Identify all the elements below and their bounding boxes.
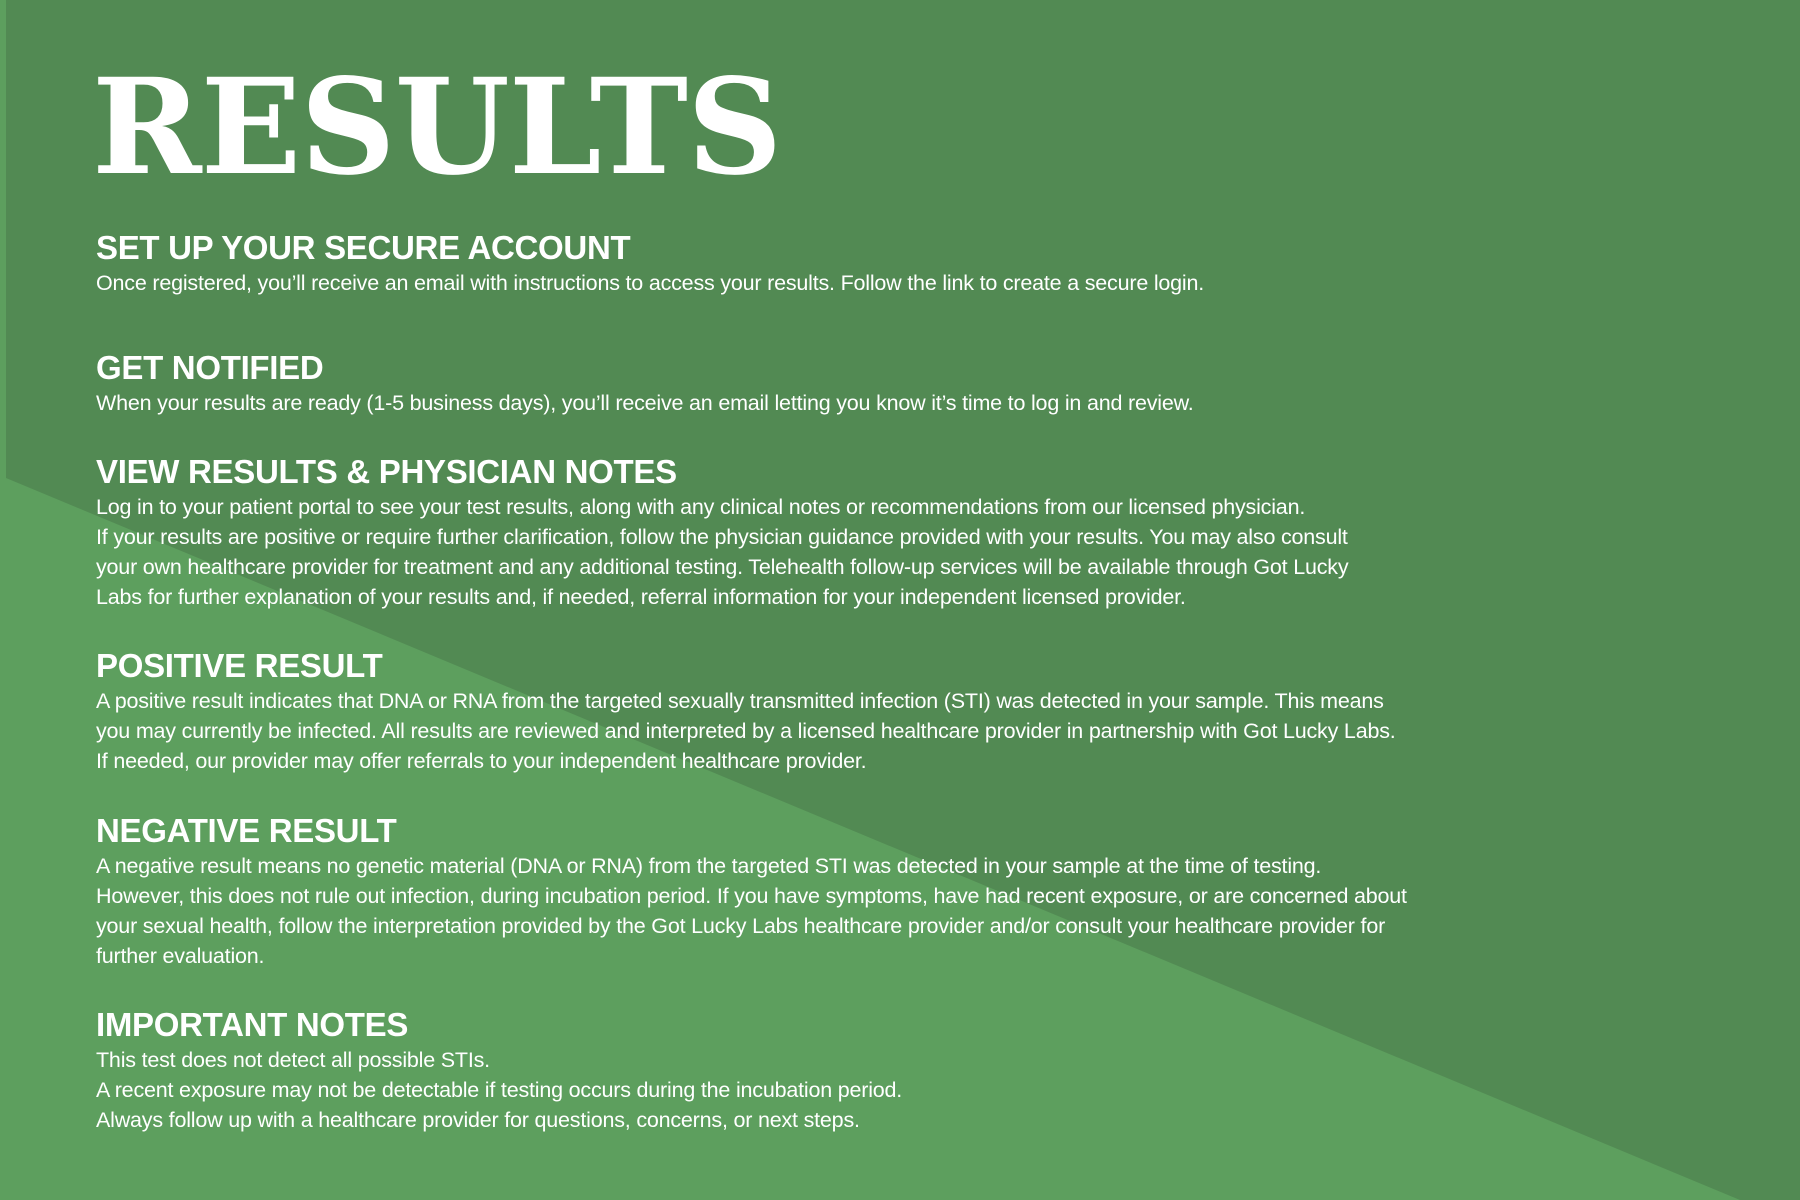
section-text-line: Always follow up with a healthcare provider for questions, concerns, or next steps. xyxy=(96,1108,860,1132)
section-heading: POSITIVE RESULT xyxy=(96,647,383,684)
section-text-line: your sexual health, follow the interpretation provided by the Got Lucky Labs healthcare provider and/or consult your healthcare provider for xyxy=(96,914,1386,938)
section-positive-result xyxy=(96,646,1576,776)
section-heading: GET NOTIFIED xyxy=(96,349,324,386)
section-text-line: you may currently be infected. All results are reviewed and interpreted by a licensed healthcare provider in partnership with Got Lucky Labs. xyxy=(96,719,1396,743)
section-text-line: further evaluation. xyxy=(96,944,265,968)
section-text-line: A negative result means no genetic material (DNA or RNA) from the targeted STI was detected in your sample at the time of testing. xyxy=(96,854,1322,878)
section-heading: SET UP YOUR SECURE ACCOUNT xyxy=(96,229,631,266)
section-text-line: your own healthcare provider for treatment and any additional testing. Telehealth follow-up services will be available through Got Lucky xyxy=(96,555,1349,579)
section-text-line: Once registered, you’ll receive an email with instructions to access your results. Follow the link to create a secure login. xyxy=(96,271,1205,295)
section-text-line: If needed, our provider may offer referrals to your independent healthcare provider. xyxy=(96,749,867,773)
section-heading: IMPORTANT NOTES xyxy=(96,1006,409,1043)
section-text-line: If your results are positive or require further clarification, follow the physician guidance provided with your results. You may also consult xyxy=(96,525,1348,549)
section-text-line: A recent exposure may not be detectable if testing occurs during the incubation period. xyxy=(96,1078,903,1102)
section-text-line: Log in to your patient portal to see your test results, along with any clinical notes or recommendations from our licensed physician. xyxy=(96,495,1306,519)
section-view-results xyxy=(96,452,1576,612)
section-secure-account xyxy=(96,228,1576,298)
section-heading: NEGATIVE RESULT xyxy=(96,812,397,849)
section-negative-result xyxy=(96,811,1576,971)
section-heading: VIEW RESULTS & PHYSICIAN NOTES xyxy=(96,453,677,490)
section-text-line: However, this does not rule out infection, during incubation period. If you have symptoms, have had recent exposure, or are concerned about xyxy=(96,884,1407,908)
section-text-line: A positive result indicates that DNA or RNA from the targeted sexually transmitted infection (STI) was detected in your sample. This means xyxy=(96,689,1384,713)
section-get-notified xyxy=(96,348,1576,418)
section-text-line: Labs for further explanation of your results and, if needed, referral information for your independent licensed provider. xyxy=(96,585,1186,609)
section-text-line: When your results are ready (1-5 business days), you’ll receive an email letting you know it’s time to log in and review. xyxy=(96,391,1194,415)
page-title: RESULTS xyxy=(92,50,782,205)
section-important-notes xyxy=(96,1005,1576,1135)
section-text-line: This test does not detect all possible STIs. xyxy=(96,1048,490,1072)
